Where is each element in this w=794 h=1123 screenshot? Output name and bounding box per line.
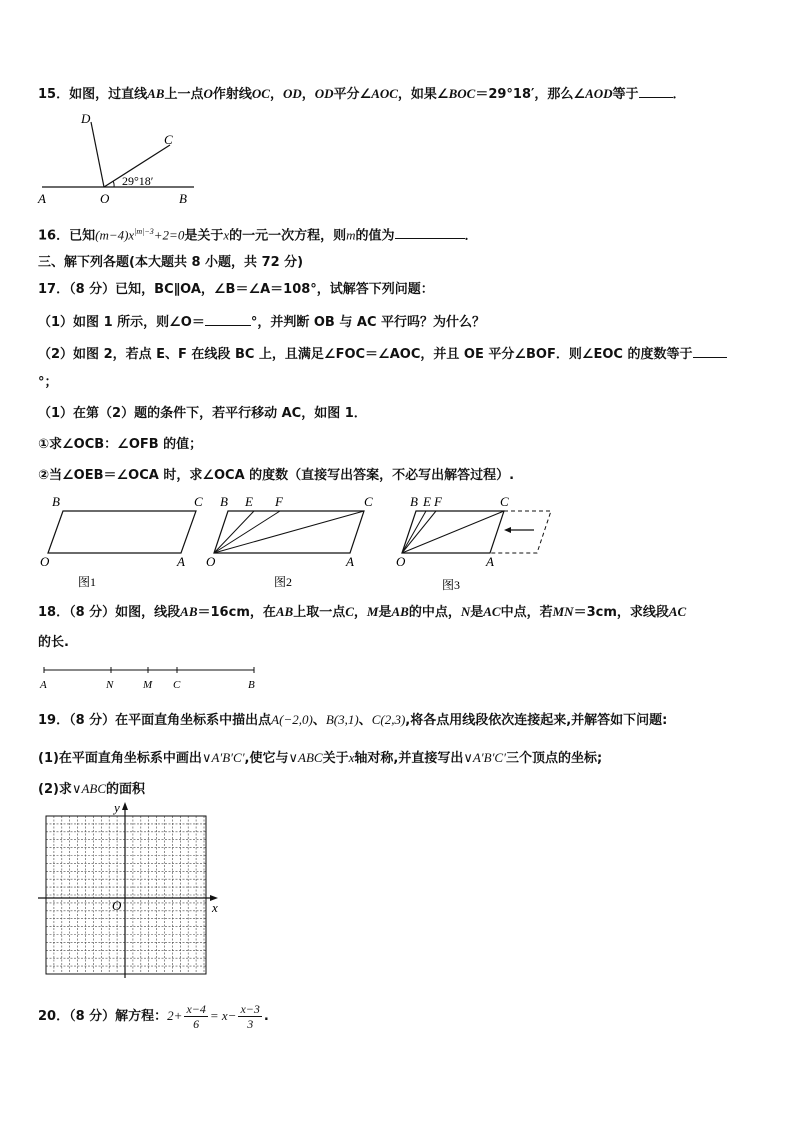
svg-text:O: O xyxy=(396,554,406,569)
q17-line6: ①求∠OCB：∠OFB 的值； xyxy=(38,437,203,452)
label-O: O xyxy=(100,191,110,206)
svg-text:E: E xyxy=(245,494,253,509)
answer-blank xyxy=(639,84,673,98)
svg-text:B: B xyxy=(220,494,228,509)
svg-text:A: A xyxy=(346,554,354,569)
svg-text:B: B xyxy=(52,494,60,509)
q17-line1: 17．（8 分）已知，BC∥OA，∠B＝∠A＝108°，试解答下列问题： xyxy=(38,282,434,297)
x-axis-label: x xyxy=(212,900,218,915)
svg-text:E: E xyxy=(423,494,431,509)
q17-line4: °； xyxy=(38,375,58,390)
q17-line2: （1）如图 1 所示，则∠O＝ °，并判断 OB 与 AC 平行吗？为什么？ xyxy=(38,312,485,332)
svg-text:F: F xyxy=(434,494,442,509)
origin-label: O xyxy=(112,898,122,913)
q18-line2: 的长. xyxy=(38,635,69,650)
label-A: A xyxy=(38,191,46,206)
q18-line1: 18．（8 分）如图，线段AB＝16cm，在AB上取一点C，M是AB的中点，N是AC中点，若MN＝3cm，求线段AC xyxy=(38,604,687,620)
svg-text:B: B xyxy=(248,679,255,691)
q16-text: 16．已知$(m-4)x^{|m|-3}+2=0$是关于x的一元一次方程，则m的值为 ． xyxy=(38,227,478,244)
svg-text:A: A xyxy=(177,554,185,569)
answer-blank xyxy=(395,225,465,239)
svg-text:C: C xyxy=(364,494,373,509)
q17-line7: ②当∠OEB＝∠OCA 时，求∠OCA 的度数（直接写出答案，不必写出解答过程）. xyxy=(38,468,515,483)
q15-figure xyxy=(34,108,204,206)
label-B: B xyxy=(179,191,187,206)
fig1-caption: 图1 xyxy=(78,575,97,589)
q19-line2: (1)在平面直角坐标系中画出∨A′B′C′,使它与∨ABC关于x轴对称,并直接写出∨A′B′C′三个顶点的坐标; xyxy=(38,750,603,766)
svg-text:M: M xyxy=(143,679,153,691)
svg-text:O: O xyxy=(206,554,216,569)
svg-text:N: N xyxy=(106,679,114,691)
q15-text: 15．如图，过直线AB上一点O作射线OC，OD，OD平分∠AOC，如果∠BOC＝29°18′，那么∠AOD等于 ． xyxy=(38,86,686,102)
svg-text:C: C xyxy=(194,494,203,509)
angle-label: 29°18′ xyxy=(122,174,154,188)
svg-text:O: O xyxy=(40,554,50,569)
label-C: C xyxy=(164,132,173,147)
coordinate-grid xyxy=(34,798,234,978)
svg-text:C: C xyxy=(500,494,509,509)
label-D: D xyxy=(81,111,91,126)
q17-line5: （1）在第（2）题的条件下，若平行移动 AC，如图 1． xyxy=(38,406,367,421)
svg-text:A: A xyxy=(486,554,494,569)
q17-line3: （2）如图 2，若点 E、F 在线段 BC 上，且满足∠FOC＝∠AOC，并且 OE 平分∠BOF．则∠EOC 的度数等于 xyxy=(38,344,727,364)
section-heading: 三、解下列各题(本大题共 8 小题，共 72 分) xyxy=(38,255,304,270)
q19-line3: (2)求∨ABC的面积 xyxy=(38,781,146,797)
svg-text:F: F xyxy=(275,494,283,509)
q20-line: 20．（8 分）解方程：2+ $\frac{x-4}{6}$ = x− $\frac{x-3}{3}$ . xyxy=(38,1002,269,1031)
y-axis-label: y xyxy=(114,800,120,815)
fig2-caption: 图2 xyxy=(274,575,293,589)
q19-line1: 19．（8 分）在平面直角坐标系中描出点A(−2,0)、B(3,1)、C(2,3),将各点用线段依次连接起来,并解答如下问题: xyxy=(38,712,668,728)
q17-figures xyxy=(34,492,594,594)
q18-figure xyxy=(34,664,264,692)
svg-text:A: A xyxy=(40,679,47,691)
svg-text:B: B xyxy=(410,494,418,509)
fig3-caption: 图3 xyxy=(442,578,461,592)
svg-text:C: C xyxy=(173,679,181,691)
